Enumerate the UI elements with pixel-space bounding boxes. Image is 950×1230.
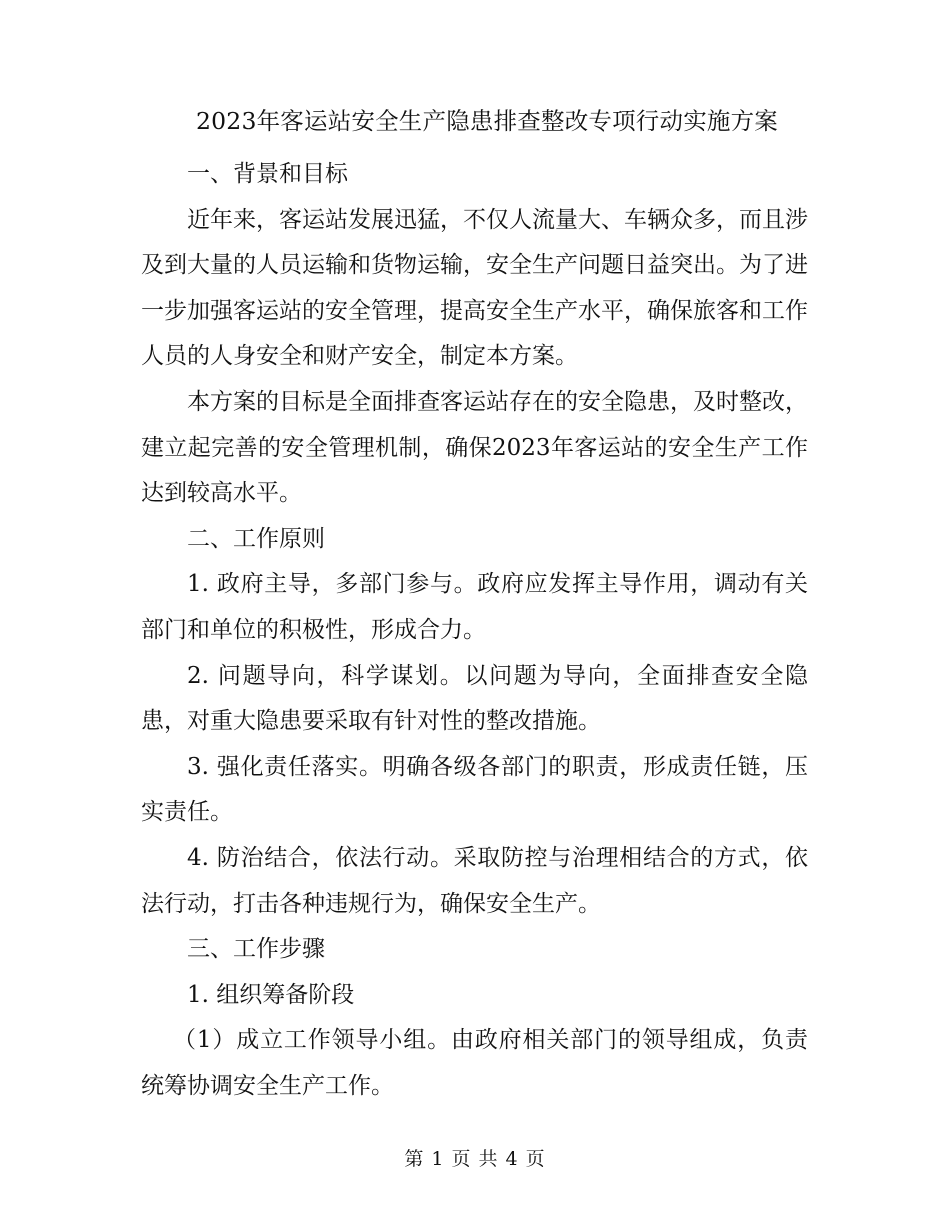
principle-item-2: 2. 问题导向，科学谋划。以问题为导向，全面排查安全隐患，对重大隐患要采取有针对性的整改措施。 bbox=[141, 662, 808, 735]
paragraph-background: 近年来，客运站发展迅猛，不仅人流量大、车辆众多，而且涉及到大量的人员运输和货物运输，安全生产问题日益突出。为了进一步加强客运站的安全管理，提高安全生产水平，确保旅客和工作人员的人身安全和财产安全，制定本方案。 bbox=[141, 206, 808, 370]
document-body bbox=[141, 152, 808, 1109]
principle-item-1: 1. 政府主导，多部门参与。政府应发挥主导作用，调动有关部门和单位的积极性，形成合力。 bbox=[141, 571, 808, 643]
principle-item-4: 4. 防治结合，依法行动。采取防控与治理相结合的方式，依法行动，打击各种违规行为，确保安全生产。 bbox=[141, 844, 808, 917]
step-item-1-1: （1）成立工作领导小组。由政府相关部门的领导组成，负责统筹协调安全生产工作。 bbox=[141, 1027, 808, 1099]
paragraph-goal: 本方案的目标是全面排查客运站存在的安全隐患，及时整改，建立起完善的安全管理机制，确保2023年客运站的安全生产工作达到较高水平。 bbox=[141, 388, 808, 507]
section-heading-principles: 二、工作原则 bbox=[187, 525, 325, 552]
step-heading-1: 1. 组织筹备阶段 bbox=[187, 981, 355, 1008]
page-footer: 第 1 页 共 4 页 bbox=[404, 1148, 546, 1170]
section-heading-background: 一、背景和目标 bbox=[187, 161, 348, 187]
principle-item-3: 3. 强化责任落实。明确各级各部门的职责，形成责任链，压实责任。 bbox=[141, 753, 808, 826]
document-title: 2023年客运站安全生产隐患排查整改专项行动实施方案 bbox=[196, 107, 779, 135]
section-heading-steps: 三、工作步骤 bbox=[187, 936, 325, 963]
